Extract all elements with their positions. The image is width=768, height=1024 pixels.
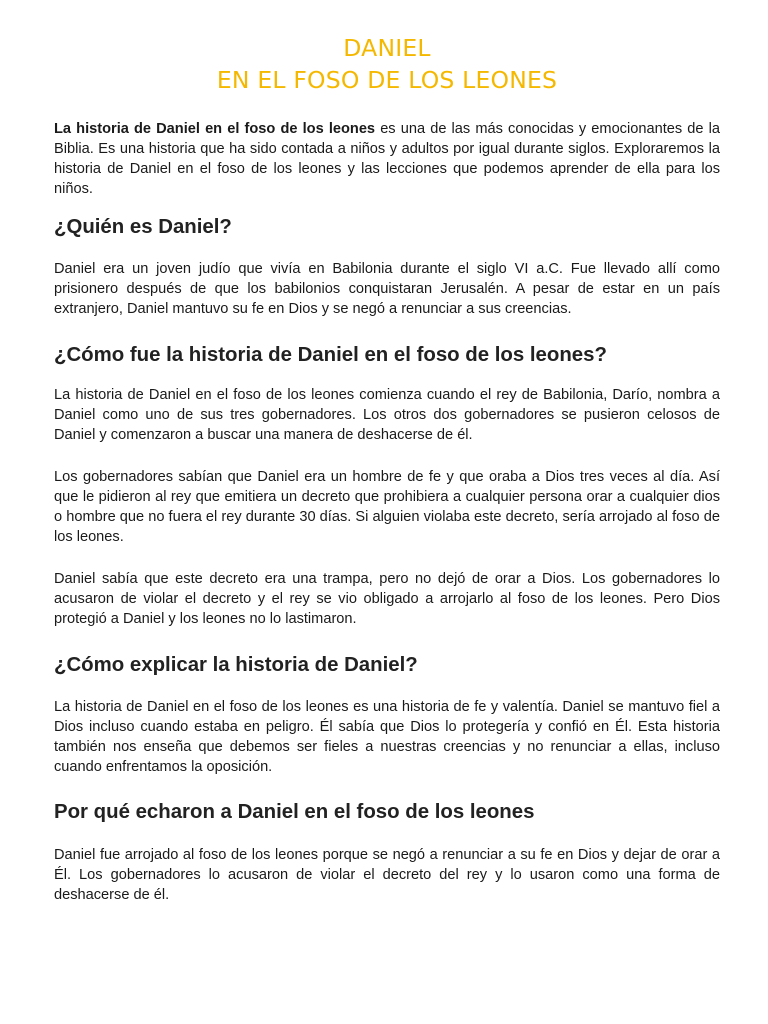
title-line-2: EN EL FOSO DE LOS LEONES — [216, 66, 558, 94]
intro-text: es una de las más conocidas y emocionantes de la Biblia. Es una historia que ha sido contada a niños y adultos por igual durante siglos. Exploraremos la historia de Daniel en el foso de los leones y las lecciones que podemos aprender de ella para los niños. — [54, 121, 721, 197]
intro-bold-text: La historia de Daniel en el foso de los leones — [54, 121, 376, 137]
section-paragraph: La historia de Daniel en el foso de los leones es una historia de fe y valentía. Daniel se mantuvo fiel a Dios incluso cuando estaba en peligro. Él sabía que Dios lo protegería y confió en Él. Esta historia también nos enseña que debemos ser fieles a nuestras creencias y no renunciar a ellas, incluso cuando enfrentamos la oposición. — [54, 699, 720, 775]
section-heading-quien: ¿Quién es Daniel? — [54, 216, 232, 238]
title-line-1: DANIEL — [343, 34, 431, 62]
section-heading-como-explicar: ¿Cómo explicar la historia de Daniel? — [54, 654, 418, 676]
section-paragraph: Daniel sabía que este decreto era una trampa, pero no dejó de orar a Dios. Los gobernadores lo acusaron de violar el decreto y el rey se vio obligado a arrojarlo al foso de los leones. Pero Dios protegió a Daniel y los leones no lo lastimaron. — [54, 571, 720, 627]
intro-paragraph — [54, 119, 720, 199]
section-paragraph: Daniel fue arrojado al foso de los leones porque se negó a renunciar a su fe en Dios y dejar de orar a Él. Los gobernadores lo acusaron de violar el decreto del rey y lo usaron como una forma de deshacerse de él. — [54, 847, 720, 903]
section-heading-como-fue: ¿Cómo fue la historia de Daniel en el foso de los leones? — [54, 344, 607, 366]
section-paragraph: Los gobernadores sabían que Daniel era un hombre de fe y que oraba a Dios tres veces al día. Así que le pidieron al rey que emitiera un decreto que prohibiera a cualquier persona orar a cualquier dios o hombre que no fuera el rey durante 30 días. Si alguien violaba este decreto, sería arrojado al foso de los leones. — [54, 469, 720, 545]
section-paragraph: Daniel era un joven judío que vivía en Babilonia durante el siglo VI a.C. Fue llevado allí como prisionero después de que los babilonios conquistaran Jerusalén. A pesar de estar en un país extranjero, Daniel mantuvo su fe en Dios y se negó a renunciar a sus creencias. — [54, 261, 720, 317]
document-title — [54, 32, 720, 96]
section-paragraph: La historia de Daniel en el foso de los leones comienza cuando el rey de Babilonia, Darío, nombra a Daniel como uno de sus tres gobernadores. Los otros dos gobernadores se pusieron celosos de Daniel y comenzaron a buscar una manera de deshacerse de él. — [54, 387, 720, 443]
section-heading-por-que: Por qué echaron a Daniel en el foso de los leones — [54, 801, 535, 823]
